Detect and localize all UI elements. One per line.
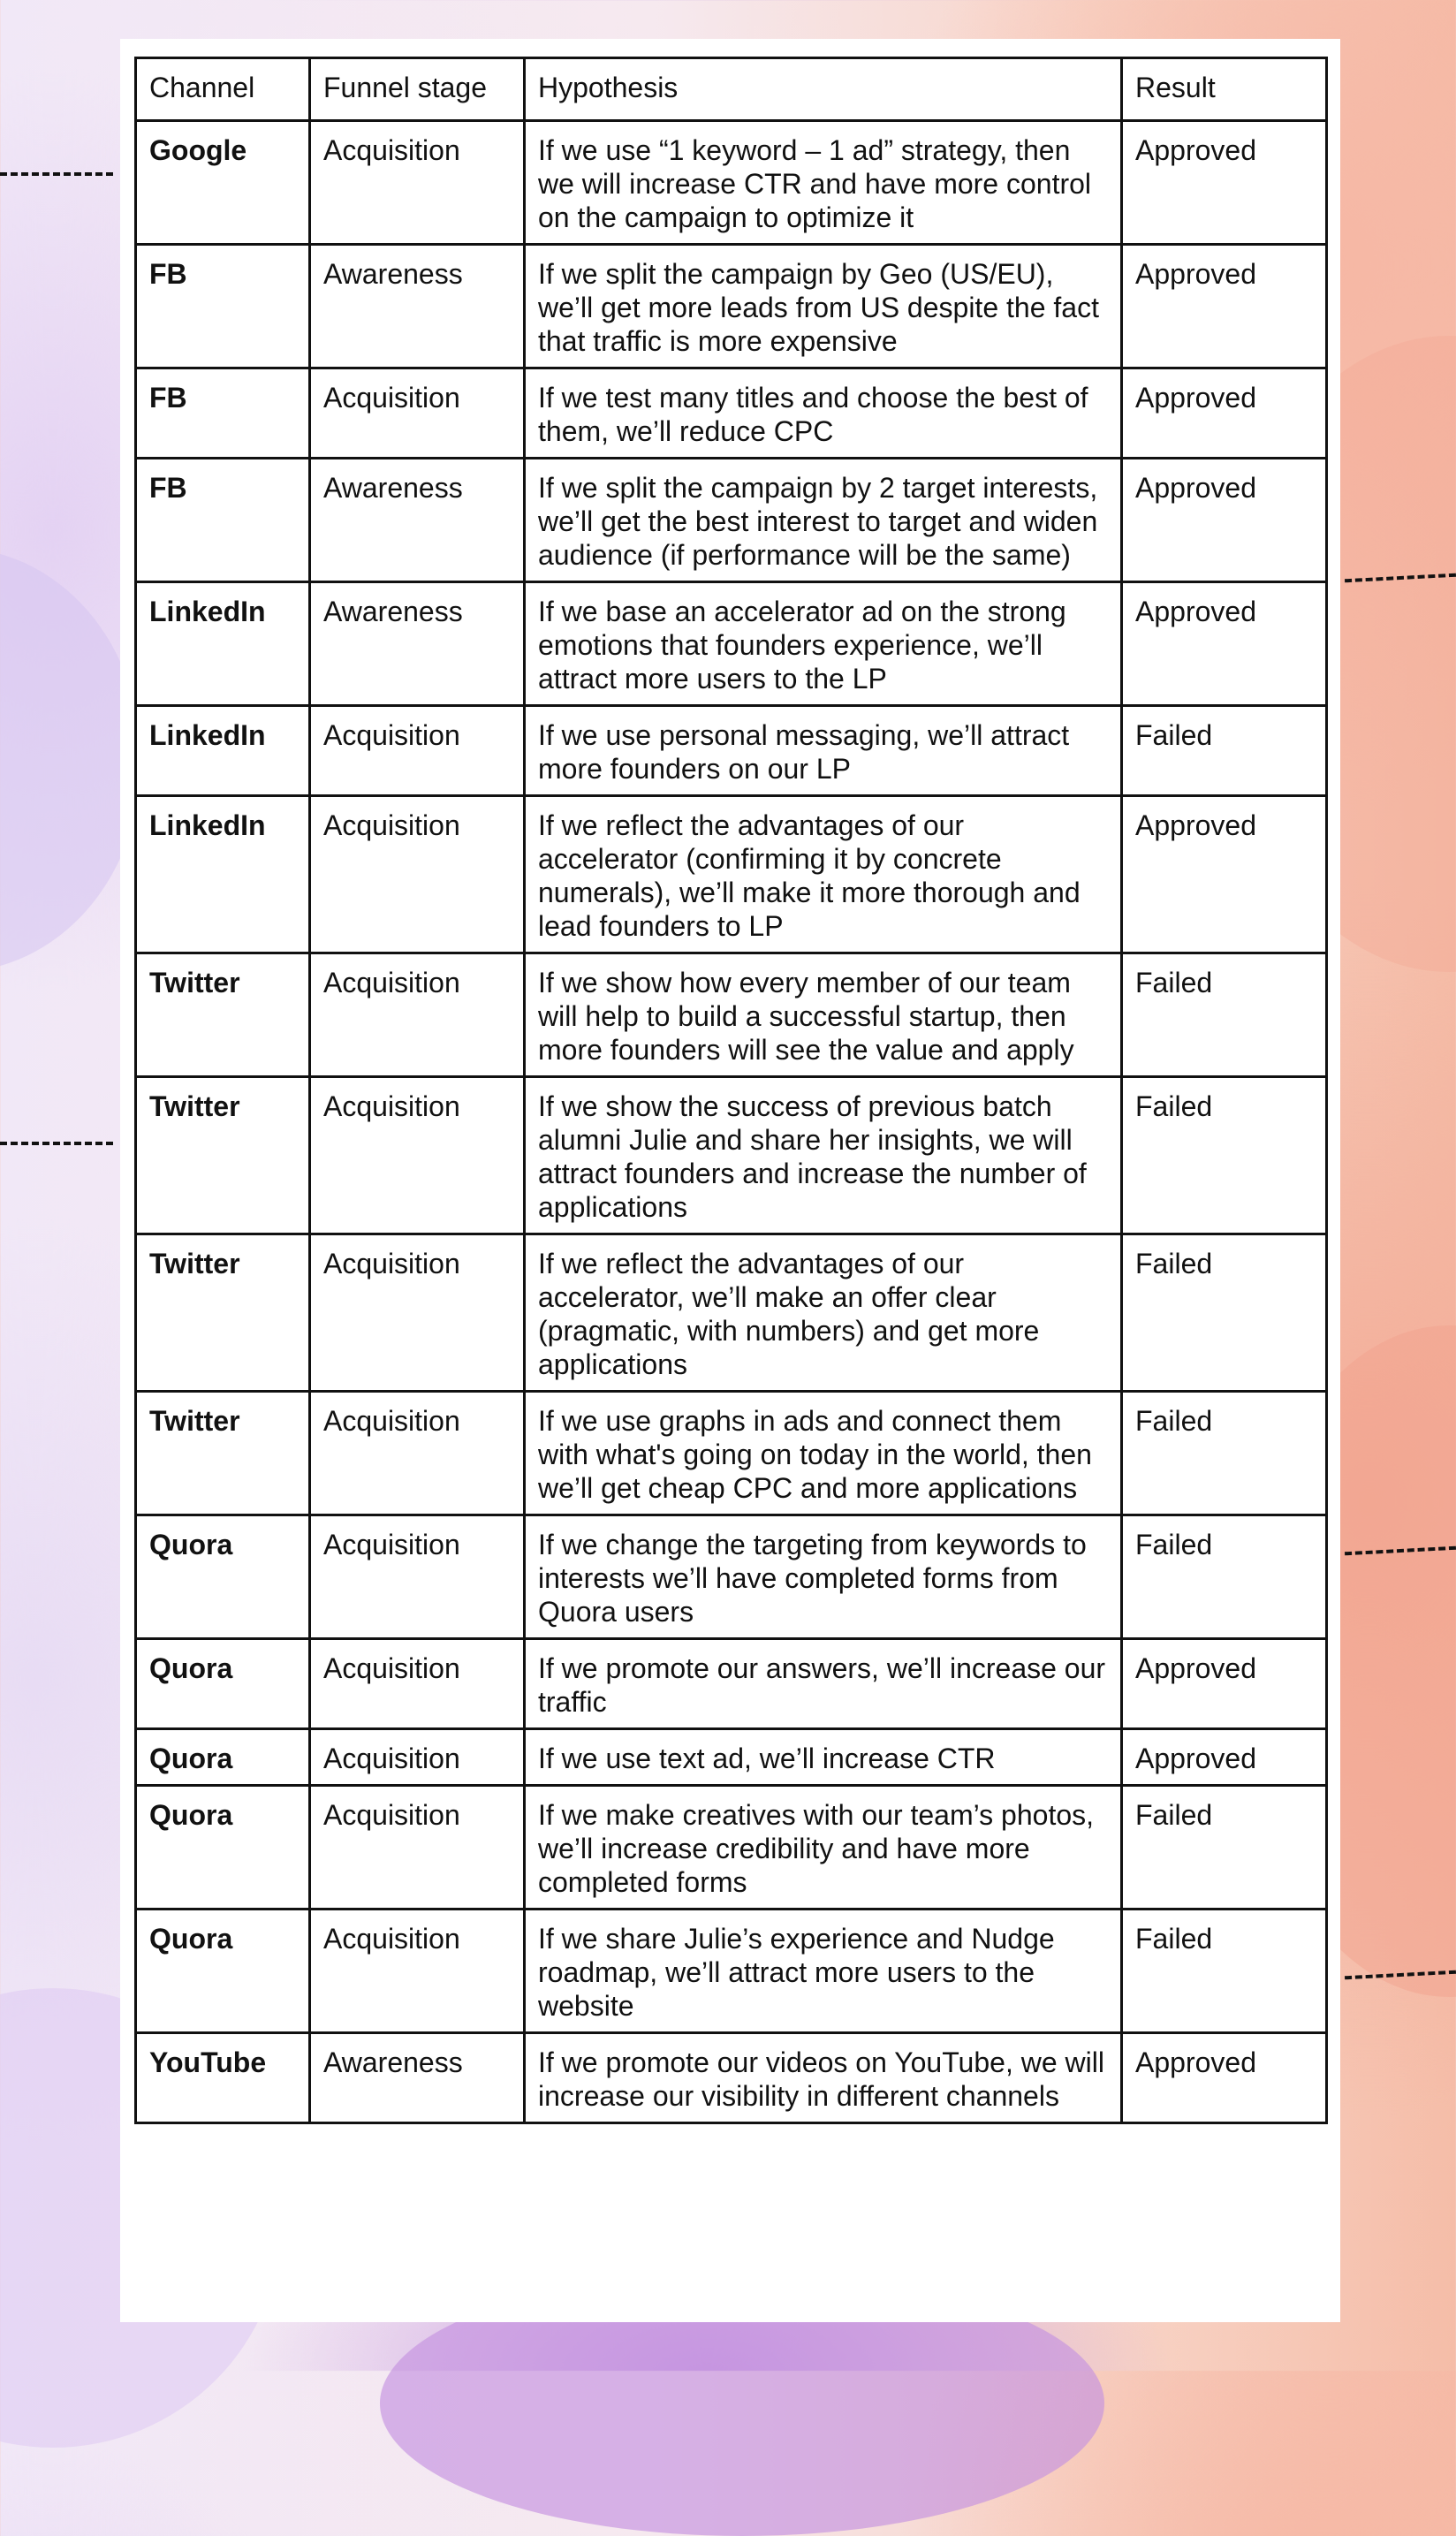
- decorative-dashed-line: [0, 172, 113, 176]
- hypothesis-cell: If we promote our videos on YouTube, we will increase our visibility in different channels: [525, 2033, 1122, 2123]
- result-cell: Failed: [1122, 706, 1327, 796]
- hypothesis-cell: If we reflect the advantages of our accelerator, we’ll make an offer clear (pragmatic, with numbers) and get more applications: [525, 1234, 1122, 1392]
- channel-cell: FB: [136, 368, 310, 459]
- funnel-stage-cell: Acquisition: [310, 1639, 525, 1729]
- channel-cell: Twitter: [136, 1077, 310, 1234]
- hypothesis-cell: If we use text ad, we’ll increase CTR: [525, 1729, 1122, 1786]
- table-row: [136, 245, 1327, 368]
- funnel-stage-cell: Acquisition: [310, 1729, 525, 1786]
- hypothesis-cell: If we promote our answers, we’ll increase our traffic: [525, 1639, 1122, 1729]
- result-cell: Approved: [1122, 368, 1327, 459]
- result-cell: Failed: [1122, 1515, 1327, 1639]
- table-row: [136, 1515, 1327, 1639]
- table-row: [136, 2033, 1327, 2123]
- table-row: [136, 1729, 1327, 1786]
- funnel-stage-cell: Acquisition: [310, 1077, 525, 1234]
- column-header-result: Result: [1122, 58, 1327, 121]
- decorative-dashed-line: [0, 1142, 113, 1145]
- hypothesis-cell: If we split the campaign by 2 target interests, we’ll get the best interest to target and widen audience (if performance will be the same): [525, 459, 1122, 582]
- result-cell: Approved: [1122, 796, 1327, 953]
- table-row: [136, 1639, 1327, 1729]
- funnel-stage-cell: Acquisition: [310, 796, 525, 953]
- table-row: [136, 1234, 1327, 1392]
- funnel-stage-cell: Acquisition: [310, 1392, 525, 1515]
- hypothesis-cell: If we show how every member of our team will help to build a successful startup, then more founders will see the value and apply: [525, 953, 1122, 1077]
- funnel-stage-cell: Awareness: [310, 2033, 525, 2123]
- hypothesis-table: [134, 57, 1328, 2124]
- channel-cell: Quora: [136, 1786, 310, 1910]
- hypothesis-cell: If we test many titles and choose the best of them, we’ll reduce CPC: [525, 368, 1122, 459]
- table-row: [136, 1077, 1327, 1234]
- table-row: [136, 121, 1327, 245]
- column-header-channel: Channel: [136, 58, 310, 121]
- hypothesis-cell: If we change the targeting from keywords to interests we’ll have completed forms from Quora users: [525, 1515, 1122, 1639]
- funnel-stage-cell: Acquisition: [310, 1910, 525, 2033]
- funnel-stage-cell: Acquisition: [310, 368, 525, 459]
- hypothesis-cell: If we base an accelerator ad on the strong emotions that founders experience, we’ll attract more users to the LP: [525, 582, 1122, 706]
- hypothesis-cell: If we use “1 keyword – 1 ad” strategy, then we will increase CTR and have more control on the campaign to optimize it: [525, 121, 1122, 245]
- result-cell: Approved: [1122, 2033, 1327, 2123]
- funnel-stage-cell: Awareness: [310, 582, 525, 706]
- hypothesis-cell: If we share Julie’s experience and Nudge roadmap, we’ll attract more users to the website: [525, 1910, 1122, 2033]
- table-header-row: [136, 58, 1327, 121]
- table-row: [136, 1786, 1327, 1910]
- hypothesis-cell: If we split the campaign by Geo (US/EU), we’ll get more leads from US despite the fact that traffic is more expensive: [525, 245, 1122, 368]
- table-row: [136, 706, 1327, 796]
- funnel-stage-cell: Acquisition: [310, 1515, 525, 1639]
- table-row: [136, 953, 1327, 1077]
- channel-cell: Quora: [136, 1639, 310, 1729]
- channel-cell: Google: [136, 121, 310, 245]
- funnel-stage-cell: Awareness: [310, 245, 525, 368]
- table-row: [136, 368, 1327, 459]
- table-row: [136, 459, 1327, 582]
- result-cell: Failed: [1122, 1910, 1327, 2033]
- channel-cell: Twitter: [136, 953, 310, 1077]
- result-cell: Approved: [1122, 1639, 1327, 1729]
- result-cell: Failed: [1122, 1077, 1327, 1234]
- result-cell: Approved: [1122, 245, 1327, 368]
- result-cell: Approved: [1122, 459, 1327, 582]
- result-cell: Approved: [1122, 1729, 1327, 1786]
- funnel-stage-cell: Acquisition: [310, 1234, 525, 1392]
- channel-cell: Quora: [136, 1910, 310, 2033]
- channel-cell: FB: [136, 245, 310, 368]
- table-row: [136, 796, 1327, 953]
- hypothesis-cell: If we make creatives with our team’s photos, we’ll increase credibility and have more completed forms: [525, 1786, 1122, 1910]
- funnel-stage-cell: Acquisition: [310, 953, 525, 1077]
- table-row: [136, 1910, 1327, 2033]
- channel-cell: Quora: [136, 1515, 310, 1639]
- channel-cell: Quora: [136, 1729, 310, 1786]
- channel-cell: LinkedIn: [136, 582, 310, 706]
- result-cell: Failed: [1122, 1786, 1327, 1910]
- funnel-stage-cell: Acquisition: [310, 1786, 525, 1910]
- hypothesis-cell: If we show the success of previous batch alumni Julie and share her insights, we will attract founders and increase the number of applications: [525, 1077, 1122, 1234]
- channel-cell: LinkedIn: [136, 796, 310, 953]
- channel-cell: LinkedIn: [136, 706, 310, 796]
- hypothesis-cell: If we use personal messaging, we’ll attract more founders on our LP: [525, 706, 1122, 796]
- table-row: [136, 582, 1327, 706]
- result-cell: Approved: [1122, 121, 1327, 245]
- result-cell: Failed: [1122, 1392, 1327, 1515]
- funnel-stage-cell: Acquisition: [310, 121, 525, 245]
- channel-cell: FB: [136, 459, 310, 582]
- column-header-funnel-stage: Funnel stage: [310, 58, 525, 121]
- result-cell: Approved: [1122, 582, 1327, 706]
- hypothesis-cell: If we use graphs in ads and connect them with what's going on today in the world, then we’ll get cheap CPC and more applications: [525, 1392, 1122, 1515]
- result-cell: Failed: [1122, 953, 1327, 1077]
- table-row: [136, 1392, 1327, 1515]
- column-header-hypothesis: Hypothesis: [525, 58, 1122, 121]
- funnel-stage-cell: Awareness: [310, 459, 525, 582]
- channel-cell: YouTube: [136, 2033, 310, 2123]
- funnel-stage-cell: Acquisition: [310, 706, 525, 796]
- hypothesis-cell: If we reflect the advantages of our accelerator (confirming it by concrete numerals), we’ll make it more thorough and lead founders to LP: [525, 796, 1122, 953]
- channel-cell: Twitter: [136, 1392, 310, 1515]
- channel-cell: Twitter: [136, 1234, 310, 1392]
- result-cell: Failed: [1122, 1234, 1327, 1392]
